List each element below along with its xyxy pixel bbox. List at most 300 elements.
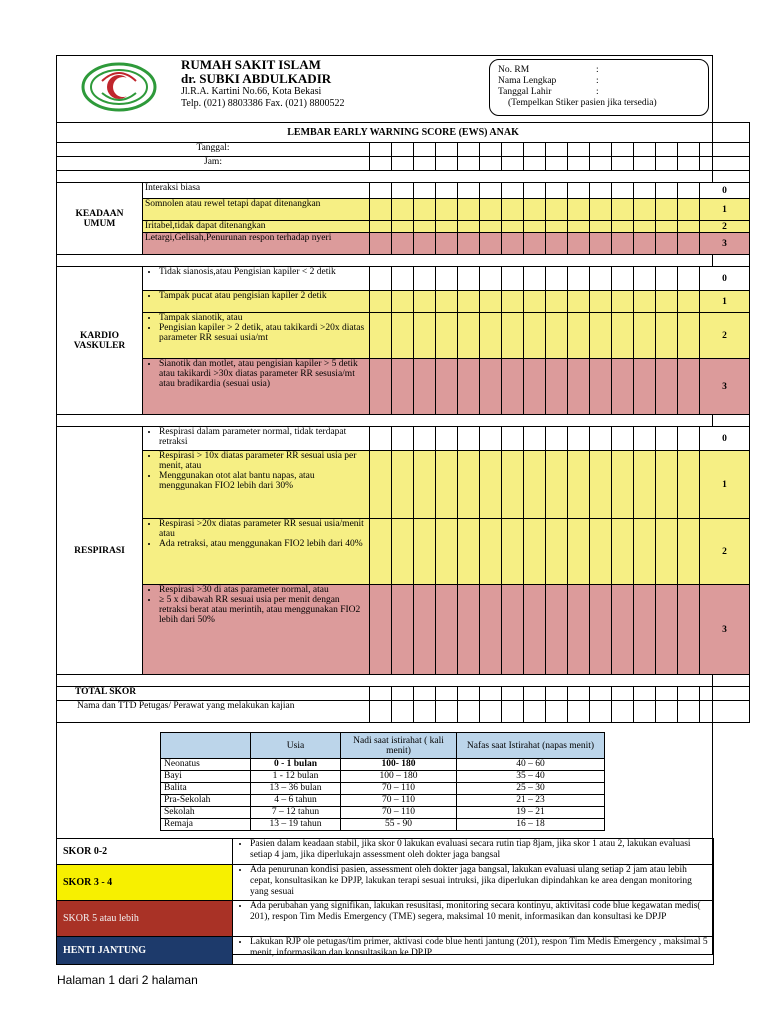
score-entry-cell[interactable] bbox=[612, 359, 634, 415]
date-cell[interactable] bbox=[370, 143, 392, 157]
score-entry-cell[interactable] bbox=[678, 233, 700, 255]
score-entry-cell[interactable] bbox=[502, 267, 524, 291]
time-cell[interactable] bbox=[458, 157, 480, 171]
score-entry-cell[interactable] bbox=[524, 359, 546, 415]
date-cell[interactable] bbox=[392, 143, 414, 157]
date-cell[interactable] bbox=[480, 143, 502, 157]
bullet-list bbox=[236, 865, 710, 898]
total-score-row bbox=[57, 687, 750, 701]
score-entry-cell[interactable] bbox=[436, 313, 458, 359]
score-entry-cell[interactable] bbox=[436, 701, 458, 723]
score-entry-cell[interactable] bbox=[392, 687, 414, 701]
score-entry-cell[interactable] bbox=[546, 233, 568, 255]
time-cell[interactable] bbox=[700, 157, 750, 171]
score-entry-cell[interactable] bbox=[502, 233, 524, 255]
score-entry-cell[interactable] bbox=[414, 585, 436, 675]
score-entry-cell[interactable] bbox=[568, 701, 590, 723]
keadaan-umum-criterion: Iritabel,tidak dapat ditenangkan bbox=[143, 221, 370, 233]
score-entry-cell[interactable] bbox=[370, 687, 392, 701]
score-entry-cell[interactable] bbox=[634, 451, 656, 519]
score-entry-cell[interactable] bbox=[524, 451, 546, 519]
score-entry-cell[interactable] bbox=[436, 519, 458, 585]
score-entry-cell[interactable] bbox=[678, 427, 700, 451]
legend-bullet: • Pasien dalam keadaan stabil, jika skor 0 lakukan evaluasi secara rutin tiap 8jam, jika skor 1 atau 2, lakukan evaluasi setiap 4 jam, jika diperlukajn assessment oleh dokter jaga bangsal bbox=[250, 839, 710, 861]
total-score-empty bbox=[700, 687, 750, 701]
score-entry-cell[interactable] bbox=[502, 451, 524, 519]
score-entry-cell[interactable] bbox=[436, 359, 458, 415]
legend-description bbox=[233, 865, 714, 901]
score-entry-cell[interactable] bbox=[612, 585, 634, 675]
score-entry-cell[interactable] bbox=[502, 427, 524, 451]
respirasi-bullet: • Respirasi >20x diatas parameter RR sesuai usia/menit atau bbox=[159, 519, 367, 539]
score-entry-cell[interactable] bbox=[546, 451, 568, 519]
score-entry-cell[interactable] bbox=[370, 233, 392, 255]
respirasi-label: RESPIRASI bbox=[57, 427, 143, 675]
time-cell[interactable] bbox=[656, 157, 678, 171]
ref-cell: 13 – 36 bulan bbox=[251, 783, 341, 795]
score-entry-cell[interactable] bbox=[590, 199, 612, 221]
score-entry-cell[interactable] bbox=[436, 267, 458, 291]
score-entry-cell[interactable] bbox=[480, 427, 502, 451]
hospital-crescent-logo-icon bbox=[80, 61, 158, 113]
score-entry-cell[interactable] bbox=[524, 291, 546, 313]
date-cell[interactable] bbox=[678, 143, 700, 157]
score-entry-cell[interactable] bbox=[612, 687, 634, 701]
score-entry-cell[interactable] bbox=[414, 687, 436, 701]
score-entry-cell[interactable] bbox=[678, 519, 700, 585]
kardio-vaskuler-score: 2 bbox=[700, 313, 750, 359]
score-entry-cell[interactable] bbox=[436, 291, 458, 313]
score-entry-cell[interactable] bbox=[414, 451, 436, 519]
score-entry-cell[interactable] bbox=[480, 199, 502, 221]
score-entry-cell[interactable] bbox=[458, 199, 480, 221]
legend-bullet: • Ada perubahan yang signifikan, lakukan resusitasi, monitoring secara kontinyu, aktivitasi code blue kegawatan medis( 201), respon Tim Medis Emergency (TME) segera, maksimal 10 menit, informasikan dan konsultasi ke DPJP bbox=[250, 901, 710, 923]
ref-cell: 21 – 23 bbox=[457, 795, 605, 807]
score-entry-cell[interactable] bbox=[656, 687, 678, 701]
score-entry-cell[interactable] bbox=[656, 427, 678, 451]
score-entry-cell[interactable] bbox=[524, 313, 546, 359]
score-entry-cell[interactable] bbox=[392, 183, 414, 199]
score-entry-cell[interactable] bbox=[590, 451, 612, 519]
time-cell[interactable] bbox=[436, 157, 458, 171]
score-entry-cell[interactable] bbox=[546, 701, 568, 723]
date-cell[interactable] bbox=[634, 143, 656, 157]
kardio-vaskuler-score: 1 bbox=[700, 291, 750, 313]
ref-header-empty bbox=[161, 733, 251, 759]
ref-cell: 100 – 180 bbox=[341, 771, 457, 783]
time-cell[interactable] bbox=[502, 157, 524, 171]
time-cell[interactable] bbox=[392, 157, 414, 171]
score-entry-cell[interactable] bbox=[568, 199, 590, 221]
score-entry-cell[interactable] bbox=[480, 701, 502, 723]
keadaan-umum-criterion: Interaksi biasa bbox=[143, 183, 370, 199]
legend-description bbox=[233, 901, 714, 937]
date-cell[interactable] bbox=[590, 143, 612, 157]
score-entry-cell[interactable] bbox=[502, 199, 524, 221]
score-entry-cell[interactable] bbox=[480, 221, 502, 233]
score-entry-cell[interactable] bbox=[590, 313, 612, 359]
score-entry-cell[interactable] bbox=[678, 199, 700, 221]
score-entry-cell[interactable] bbox=[612, 199, 634, 221]
score-entry-cell[interactable] bbox=[370, 291, 392, 313]
hospital-name: RUMAH SAKIT ISLAM bbox=[181, 57, 321, 72]
score-entry-cell[interactable] bbox=[568, 427, 590, 451]
score-entry-cell[interactable] bbox=[392, 451, 414, 519]
score-entry-cell[interactable] bbox=[590, 427, 612, 451]
score-entry-cell[interactable] bbox=[370, 359, 392, 415]
score-entry-cell[interactable] bbox=[414, 221, 436, 233]
score-entry-cell[interactable] bbox=[458, 701, 480, 723]
score-entry-cell[interactable] bbox=[546, 427, 568, 451]
score-entry-cell[interactable] bbox=[634, 233, 656, 255]
score-entry-cell[interactable] bbox=[480, 451, 502, 519]
score-entry-cell[interactable] bbox=[414, 291, 436, 313]
time-cell[interactable] bbox=[612, 157, 634, 171]
date-cell[interactable] bbox=[436, 143, 458, 157]
score-entry-cell[interactable] bbox=[568, 267, 590, 291]
score-entry-cell[interactable] bbox=[414, 233, 436, 255]
score-entry-cell[interactable] bbox=[546, 313, 568, 359]
score-entry-cell[interactable] bbox=[370, 701, 392, 723]
time-cell[interactable] bbox=[480, 157, 502, 171]
score-entry-cell[interactable] bbox=[392, 199, 414, 221]
score-entry-cell[interactable] bbox=[524, 183, 546, 199]
score-entry-cell[interactable] bbox=[524, 687, 546, 701]
score-entry-cell[interactable] bbox=[568, 221, 590, 233]
keadaan-umum-score: 0 bbox=[700, 183, 750, 199]
respirasi-bullet: • Ada retraksi, atau menggunakan FIO2 lebih dari 40% bbox=[159, 539, 367, 549]
score-entry-cell[interactable] bbox=[568, 291, 590, 313]
score-entry-cell[interactable] bbox=[392, 427, 414, 451]
time-cell[interactable] bbox=[678, 157, 700, 171]
ref-row bbox=[161, 759, 605, 771]
score-entry-cell[interactable] bbox=[524, 427, 546, 451]
score-entry-cell[interactable] bbox=[524, 519, 546, 585]
score-entry-cell[interactable] bbox=[612, 519, 634, 585]
score-entry-cell[interactable] bbox=[590, 519, 612, 585]
score-entry-cell[interactable] bbox=[392, 291, 414, 313]
score-entry-cell[interactable] bbox=[634, 687, 656, 701]
score-entry-cell[interactable] bbox=[634, 585, 656, 675]
score-entry-cell[interactable] bbox=[590, 701, 612, 723]
score-entry-cell[interactable] bbox=[502, 519, 524, 585]
bullet-list bbox=[145, 291, 367, 301]
doctor-name: dr. SUBKI ABDULKADIR bbox=[181, 71, 332, 86]
patient-sticker-note: (Tempelkan Stiker pasien jika tersedia) bbox=[508, 98, 657, 108]
score-entry-cell[interactable] bbox=[524, 701, 546, 723]
score-entry-cell[interactable] bbox=[612, 701, 634, 723]
keadaan-umum-label: KEADAAN UMUM bbox=[57, 183, 143, 255]
score-entry-cell[interactable] bbox=[656, 701, 678, 723]
kardio-vaskuler-criterion bbox=[143, 291, 370, 313]
score-entry-cell[interactable] bbox=[590, 267, 612, 291]
score-entry-cell[interactable] bbox=[678, 313, 700, 359]
score-entry-cell[interactable] bbox=[634, 267, 656, 291]
legend-description bbox=[233, 937, 714, 965]
score-entry-cell[interactable] bbox=[568, 519, 590, 585]
score-entry-cell[interactable] bbox=[634, 427, 656, 451]
score-entry-cell[interactable] bbox=[568, 233, 590, 255]
score-entry-cell[interactable] bbox=[392, 233, 414, 255]
score-entry-cell[interactable] bbox=[436, 585, 458, 675]
score-entry-cell[interactable] bbox=[502, 183, 524, 199]
score-entry-cell[interactable] bbox=[678, 221, 700, 233]
date-cell[interactable] bbox=[568, 143, 590, 157]
date-cell[interactable] bbox=[656, 143, 678, 157]
score-entry-cell[interactable] bbox=[436, 427, 458, 451]
score-entry-cell[interactable] bbox=[546, 221, 568, 233]
score-entry-cell[interactable] bbox=[524, 221, 546, 233]
score-entry-cell[interactable] bbox=[458, 267, 480, 291]
score-entry-cell[interactable] bbox=[568, 585, 590, 675]
ref-cell: 40 – 60 bbox=[457, 759, 605, 771]
score-entry-cell[interactable] bbox=[458, 451, 480, 519]
score-entry-cell[interactable] bbox=[590, 687, 612, 701]
date-label: Tanggal: bbox=[57, 143, 370, 157]
score-entry-cell[interactable] bbox=[436, 199, 458, 221]
score-entry-cell[interactable] bbox=[480, 233, 502, 255]
score-entry-cell[interactable] bbox=[590, 585, 612, 675]
score-entry-cell[interactable] bbox=[480, 585, 502, 675]
keadaan-umum-criterion: Somnolen atau rewel tetapi dapat ditenangkan bbox=[143, 199, 370, 221]
score-entry-cell[interactable] bbox=[612, 233, 634, 255]
score-entry-cell[interactable] bbox=[502, 359, 524, 415]
score-entry-cell[interactable] bbox=[568, 313, 590, 359]
score-entry-cell[interactable] bbox=[392, 359, 414, 415]
score-entry-cell[interactable] bbox=[524, 199, 546, 221]
petugas-label: Nama dan TTD Petugas/ Perawat yang melakukan kajian bbox=[57, 701, 370, 723]
score-entry-cell[interactable] bbox=[458, 585, 480, 675]
ref-header-pulse: Nadi saat istirahat ( kali menit) bbox=[341, 733, 457, 759]
score-entry-cell[interactable] bbox=[590, 183, 612, 199]
date-cell[interactable] bbox=[414, 143, 436, 157]
score-entry-cell[interactable] bbox=[656, 359, 678, 415]
kardio-vaskuler-row bbox=[57, 267, 750, 291]
date-cell[interactable] bbox=[546, 143, 568, 157]
score-entry-cell[interactable] bbox=[612, 183, 634, 199]
score-entry-cell[interactable] bbox=[392, 701, 414, 723]
score-entry-cell[interactable] bbox=[458, 291, 480, 313]
respirasi-criterion bbox=[143, 427, 370, 451]
score-entry-cell[interactable] bbox=[502, 313, 524, 359]
score-entry-cell[interactable] bbox=[656, 183, 678, 199]
score-entry-cell[interactable] bbox=[590, 359, 612, 415]
keadaan-umum-row bbox=[57, 233, 750, 255]
score-entry-cell[interactable] bbox=[634, 519, 656, 585]
spacer-row bbox=[57, 415, 750, 427]
score-entry-cell[interactable] bbox=[502, 687, 524, 701]
spacer-row bbox=[57, 171, 750, 183]
score-entry-cell[interactable] bbox=[414, 701, 436, 723]
legend-label: HENTI JANTUNG bbox=[57, 937, 233, 965]
score-entry-cell[interactable] bbox=[546, 267, 568, 291]
score-entry-cell[interactable] bbox=[678, 585, 700, 675]
score-entry-cell[interactable] bbox=[568, 183, 590, 199]
score-entry-cell[interactable] bbox=[612, 267, 634, 291]
score-entry-cell[interactable] bbox=[546, 359, 568, 415]
bullet-list bbox=[236, 937, 710, 959]
keadaan-umum-score: 1 bbox=[700, 199, 750, 221]
score-entry-cell[interactable] bbox=[656, 585, 678, 675]
score-entry-cell[interactable] bbox=[678, 451, 700, 519]
score-entry-cell[interactable] bbox=[480, 519, 502, 585]
score-entry-cell[interactable] bbox=[568, 687, 590, 701]
score-entry-cell[interactable] bbox=[634, 221, 656, 233]
score-entry-cell[interactable] bbox=[392, 313, 414, 359]
score-entry-cell[interactable] bbox=[370, 199, 392, 221]
score-entry-cell[interactable] bbox=[458, 233, 480, 255]
score-entry-cell[interactable] bbox=[458, 313, 480, 359]
score-entry-cell[interactable] bbox=[436, 183, 458, 199]
score-entry-cell[interactable] bbox=[436, 233, 458, 255]
score-entry-cell[interactable] bbox=[634, 183, 656, 199]
score-entry-cell[interactable] bbox=[546, 585, 568, 675]
score-entry-cell[interactable] bbox=[502, 221, 524, 233]
time-cell[interactable] bbox=[414, 157, 436, 171]
score-entry-cell[interactable] bbox=[546, 183, 568, 199]
score-entry-cell[interactable] bbox=[414, 199, 436, 221]
score-entry-cell[interactable] bbox=[480, 359, 502, 415]
score-entry-cell[interactable] bbox=[414, 359, 436, 415]
score-entry-cell[interactable] bbox=[480, 267, 502, 291]
hospital-address: Jl.R.A. Kartini No.66, Kota Bekasi bbox=[181, 86, 322, 97]
score-entry-cell[interactable] bbox=[370, 313, 392, 359]
score-entry-cell[interactable] bbox=[392, 585, 414, 675]
score-entry-cell[interactable] bbox=[480, 291, 502, 313]
time-cell[interactable] bbox=[546, 157, 568, 171]
score-entry-cell[interactable] bbox=[612, 427, 634, 451]
respirasi-score: 1 bbox=[700, 451, 750, 519]
score-entry-cell[interactable] bbox=[656, 199, 678, 221]
date-cell[interactable] bbox=[524, 143, 546, 157]
time-cell[interactable] bbox=[634, 157, 656, 171]
patient-dob-label: Tanggal Lahir bbox=[498, 87, 552, 97]
hospital-phone: Telp. (021) 8803386 Fax. (021) 8800522 bbox=[181, 98, 345, 109]
score-entry-cell[interactable] bbox=[414, 183, 436, 199]
score-entry-cell[interactable] bbox=[656, 519, 678, 585]
score-entry-cell[interactable] bbox=[414, 267, 436, 291]
kardio-vaskuler-criterion bbox=[143, 313, 370, 359]
score-entry-cell[interactable] bbox=[546, 291, 568, 313]
score-entry-cell[interactable] bbox=[414, 519, 436, 585]
ref-header-resp: Nafas saat Istirahat (napas menit) bbox=[457, 733, 605, 759]
score-entry-cell[interactable] bbox=[590, 221, 612, 233]
keadaan-umum-criterion: Letargi,Gelisah,Penurunan respon terhadap nyeri bbox=[143, 233, 370, 255]
score-entry-cell[interactable] bbox=[612, 451, 634, 519]
score-entry-cell[interactable] bbox=[546, 199, 568, 221]
score-entry-cell[interactable] bbox=[634, 701, 656, 723]
score-entry-cell[interactable] bbox=[370, 183, 392, 199]
score-entry-cell[interactable] bbox=[524, 233, 546, 255]
score-entry-cell[interactable] bbox=[656, 291, 678, 313]
score-entry-cell[interactable] bbox=[480, 687, 502, 701]
date-cell[interactable] bbox=[700, 143, 750, 157]
score-entry-cell[interactable] bbox=[458, 183, 480, 199]
score-entry-cell[interactable] bbox=[634, 199, 656, 221]
score-entry-cell[interactable] bbox=[458, 359, 480, 415]
score-entry-cell[interactable] bbox=[634, 359, 656, 415]
score-entry-cell[interactable] bbox=[656, 451, 678, 519]
score-entry-cell[interactable] bbox=[612, 221, 634, 233]
score-entry-cell[interactable] bbox=[392, 267, 414, 291]
score-entry-cell[interactable] bbox=[480, 183, 502, 199]
score-entry-cell[interactable] bbox=[370, 267, 392, 291]
form-title: LEMBAR EARLY WARNING SCORE (EWS) ANAK bbox=[57, 123, 750, 143]
score-entry-cell[interactable] bbox=[656, 313, 678, 359]
score-entry-cell[interactable] bbox=[414, 313, 436, 359]
score-entry-cell[interactable] bbox=[414, 427, 436, 451]
score-entry-cell[interactable] bbox=[678, 267, 700, 291]
score-entry-cell[interactable] bbox=[546, 687, 568, 701]
score-entry-cell[interactable] bbox=[678, 687, 700, 701]
score-entry-cell[interactable] bbox=[458, 519, 480, 585]
score-entry-cell[interactable] bbox=[458, 221, 480, 233]
score-entry-cell[interactable] bbox=[370, 585, 392, 675]
ref-cell: 19 – 21 bbox=[457, 807, 605, 819]
score-entry-cell[interactable] bbox=[370, 221, 392, 233]
score-entry-cell[interactable] bbox=[502, 585, 524, 675]
score-entry-cell[interactable] bbox=[568, 451, 590, 519]
score-entry-cell[interactable] bbox=[436, 687, 458, 701]
score-entry-cell[interactable] bbox=[458, 687, 480, 701]
score-entry-cell[interactable] bbox=[678, 183, 700, 199]
legend-row bbox=[57, 839, 714, 865]
score-entry-cell[interactable] bbox=[546, 519, 568, 585]
ref-cell: 70 – 110 bbox=[341, 795, 457, 807]
score-entry-cell[interactable] bbox=[568, 359, 590, 415]
score-entry-cell[interactable] bbox=[612, 313, 634, 359]
score-entry-cell[interactable] bbox=[678, 701, 700, 723]
score-entry-cell[interactable] bbox=[436, 451, 458, 519]
score-entry-cell[interactable] bbox=[392, 221, 414, 233]
time-cell[interactable] bbox=[590, 157, 612, 171]
score-entry-cell[interactable] bbox=[524, 585, 546, 675]
score-entry-cell[interactable] bbox=[656, 267, 678, 291]
score-entry-cell[interactable] bbox=[524, 267, 546, 291]
score-entry-cell[interactable] bbox=[392, 519, 414, 585]
date-cell[interactable] bbox=[502, 143, 524, 157]
score-entry-cell[interactable] bbox=[590, 233, 612, 255]
score-entry-cell[interactable] bbox=[612, 291, 634, 313]
ref-cell: 7 – 12 tahun bbox=[251, 807, 341, 819]
score-entry-cell[interactable] bbox=[502, 701, 524, 723]
score-entry-cell[interactable] bbox=[678, 291, 700, 313]
score-entry-cell[interactable] bbox=[370, 427, 392, 451]
score-entry-cell[interactable] bbox=[634, 313, 656, 359]
date-cell[interactable] bbox=[458, 143, 480, 157]
time-label: Jam: bbox=[57, 157, 370, 171]
score-entry-cell[interactable] bbox=[656, 233, 678, 255]
score-entry-cell[interactable] bbox=[458, 427, 480, 451]
time-cell[interactable] bbox=[524, 157, 546, 171]
score-entry-cell[interactable] bbox=[590, 291, 612, 313]
legend-label: SKOR 0-2 bbox=[57, 839, 233, 865]
kardio-vaskuler-row bbox=[57, 313, 750, 359]
time-cell[interactable] bbox=[370, 157, 392, 171]
date-cell[interactable] bbox=[612, 143, 634, 157]
score-entry-cell[interactable] bbox=[370, 451, 392, 519]
score-entry-cell[interactable] bbox=[370, 519, 392, 585]
spacer-row bbox=[57, 255, 750, 267]
score-entry-cell[interactable] bbox=[502, 291, 524, 313]
score-entry-cell[interactable] bbox=[634, 291, 656, 313]
time-cell[interactable] bbox=[568, 157, 590, 171]
score-entry-cell[interactable] bbox=[480, 313, 502, 359]
score-entry-cell[interactable] bbox=[656, 221, 678, 233]
date-row bbox=[57, 143, 750, 157]
score-entry-cell[interactable] bbox=[436, 221, 458, 233]
score-entry-cell[interactable] bbox=[678, 359, 700, 415]
